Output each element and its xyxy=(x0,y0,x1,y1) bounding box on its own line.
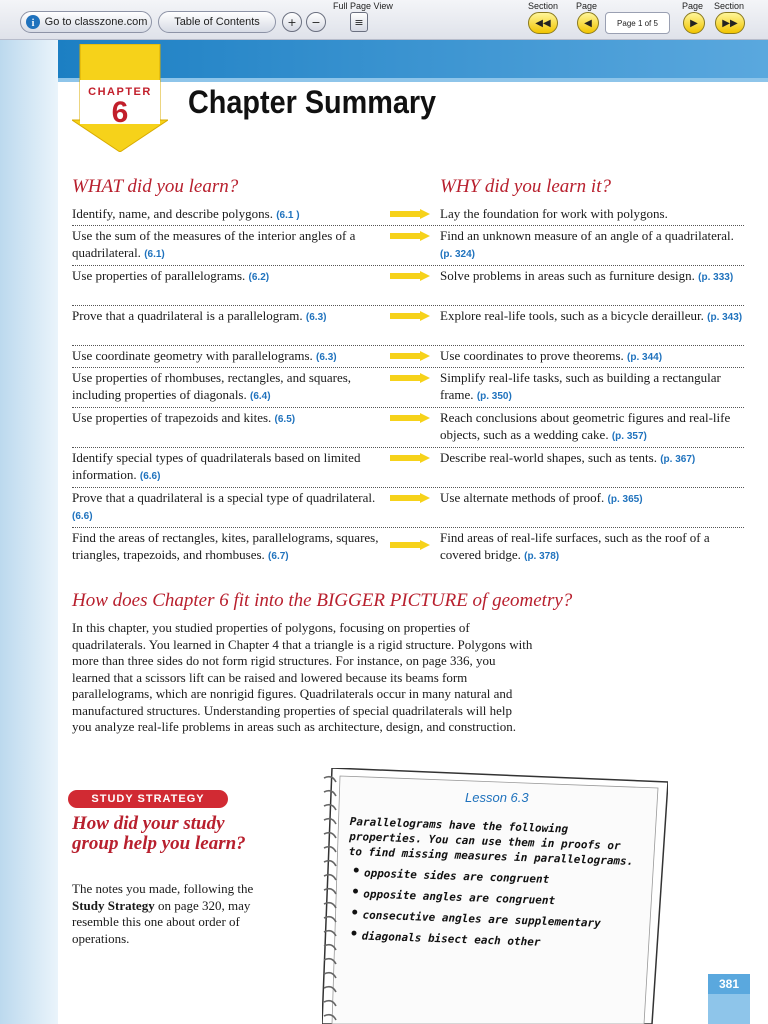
list-item: • diagonals bisect each other xyxy=(345,928,635,953)
table-row xyxy=(72,488,744,528)
what-cell: Use properties of trapezoids and kites. (6.5) xyxy=(72,410,296,425)
full-page-view-icon[interactable]: ≡ xyxy=(350,12,368,32)
study-strategy-heading: How did your study group help you learn? xyxy=(72,813,246,854)
table-row xyxy=(72,204,744,226)
why-cell: Describe real-world shapes, such as tents. (p. 367) xyxy=(440,450,696,465)
list-item: • opposite angles are congruent xyxy=(347,886,637,911)
section-label-left: Section xyxy=(528,1,559,11)
why-cell: Lay the foundation for work with polygons. xyxy=(440,206,668,221)
arrow-icon xyxy=(390,231,430,241)
table-row xyxy=(72,306,744,346)
side-band xyxy=(0,40,58,1024)
page-title: Chapter Summary xyxy=(188,84,437,120)
notebook-list xyxy=(345,865,638,953)
chapter-label: CHAPTER xyxy=(88,86,152,98)
table-row xyxy=(72,266,744,306)
arrow-icon xyxy=(390,413,430,423)
page-label-left: Page xyxy=(576,1,598,11)
notebook-intro: Parallelograms have the following properties. You can use them in proofs or to find missing measures in parallelograms. xyxy=(348,814,634,868)
chapter-badge xyxy=(72,44,168,152)
study-strategy-badge: STUDY STRATEGY xyxy=(68,790,228,808)
what-heading: WHAT did you learn? xyxy=(72,176,239,197)
summary-table xyxy=(72,204,744,568)
next-section-icon[interactable]: ▶▶ xyxy=(715,12,745,34)
previous-section-icon[interactable]: ◀◀ xyxy=(528,12,558,34)
section-label-right: Section xyxy=(714,1,745,11)
table-of-contents-button[interactable]: Table of Contents xyxy=(158,11,276,33)
why-cell: Use coordinates to prove theorems. (p. 344) xyxy=(440,348,663,363)
bigger-picture-text: In this chapter, you studied properties of polygons, focusing on properties of quadrilaterals. You learned in Chapter 4 that a triangle is a rigid structure. Polygons with more than three sides do not form rigid structures. For instance, on page 336, you learned that a scissors lift can be raised and lowered because its beams form parallelograms, which are nonrigid figures. Quadrilaterals occur in many natural and manufactured structures. Understanding properties of special quadrilaterals will help you analyze real-life problems in areas such as architecture, design, and construction. xyxy=(72,620,533,734)
what-cell: Prove that a quadrilateral is a parallelogram. (6.3) xyxy=(72,308,327,323)
list-item: • consecutive angles are supplementary xyxy=(346,907,636,932)
page-label-right: Page xyxy=(682,1,704,11)
table-row xyxy=(72,408,744,448)
full-page-view-label: Full Page View xyxy=(333,1,393,11)
what-cell: Find the areas of rectangles, kites, parallelograms, squares, triangles, trapezoids, and rhombuses. (6.7) xyxy=(72,530,379,562)
why-cell: Find areas of real-life surfaces, such as the roof of a covered bridge. (p. 378) xyxy=(440,530,710,562)
arrow-icon xyxy=(390,453,430,463)
zoom-in-icon[interactable]: + xyxy=(282,12,302,32)
classzone-button[interactable] xyxy=(20,11,152,33)
study-strategy-text: The notes you made, following the Study Strategy on page 320, may resemble this one about order of operations. xyxy=(72,881,254,946)
what-cell: Prove that a quadrilateral is a special type of quadrilateral. (6.6) xyxy=(72,490,376,522)
why-cell: Simplify real-life tasks, such as building a rectangular frame. (p. 350) xyxy=(440,370,721,402)
table-row xyxy=(72,346,744,368)
table-row xyxy=(72,368,744,408)
next-page-icon[interactable]: ▶ xyxy=(683,12,705,34)
arrow-icon xyxy=(390,271,430,281)
classzone-info-icon xyxy=(25,14,41,30)
arrow-icon xyxy=(390,540,430,550)
why-cell: Use alternate methods of proof. (p. 365) xyxy=(440,490,643,505)
arrow-icon xyxy=(390,493,430,503)
classzone-label: Go to classzone.com xyxy=(44,16,148,28)
page-number-bar xyxy=(708,994,750,1024)
why-heading: WHY did you learn it? xyxy=(440,176,611,197)
why-cell: Reach conclusions about geometric figures and real-life objects, such as a wedding cake. (p. 357) xyxy=(440,410,731,442)
table-row xyxy=(72,448,744,488)
what-cell: Use coordinate geometry with parallelograms. (6.3) xyxy=(72,348,337,363)
arrow-icon xyxy=(390,373,430,383)
what-cell: Use the sum of the measures of the interior angles of a quadrilateral. (6.1) xyxy=(72,228,356,260)
table-row xyxy=(72,226,744,266)
chapter-number: 6 xyxy=(111,96,129,129)
what-cell: Use properties of rhombuses, rectangles, and squares, including properties of diagonals. (6.4) xyxy=(72,370,352,402)
what-cell: Identify, name, and describe polygons. (6.1 ) xyxy=(72,206,300,221)
why-cell: Explore real-life tools, such as a bicycle derailleur. (p. 343) xyxy=(440,308,743,323)
arrow-icon xyxy=(390,311,430,321)
why-cell: Solve problems in areas such as furniture design. (p. 333) xyxy=(440,268,734,283)
toolbar xyxy=(0,0,768,40)
svg-text:i: i xyxy=(31,18,35,29)
list-item: • opposite sides are congruent xyxy=(348,865,638,890)
arrow-icon xyxy=(390,209,430,219)
page-number: 381 xyxy=(708,974,750,994)
what-cell: Use properties of parallelograms. (6.2) xyxy=(72,268,270,283)
what-cell: Identify special types of quadrilaterals based on limited information. (6.6) xyxy=(72,450,361,482)
why-cell: Find an unknown measure of an angle of a quadrilateral. (p. 324) xyxy=(440,228,734,260)
bigger-picture-heading: How does Chapter 6 fit into the BIGGER PICTURE of geometry? xyxy=(72,590,573,611)
previous-page-icon[interactable]: ◀ xyxy=(577,12,599,34)
notebook-notes xyxy=(345,814,640,959)
zoom-out-icon[interactable]: − xyxy=(306,12,326,32)
arrow-icon xyxy=(390,351,430,361)
page-indicator: Page 1 of 5 xyxy=(605,12,670,34)
table-row xyxy=(72,528,744,568)
notebook-lesson-title: Lesson 6.3 xyxy=(465,790,529,805)
